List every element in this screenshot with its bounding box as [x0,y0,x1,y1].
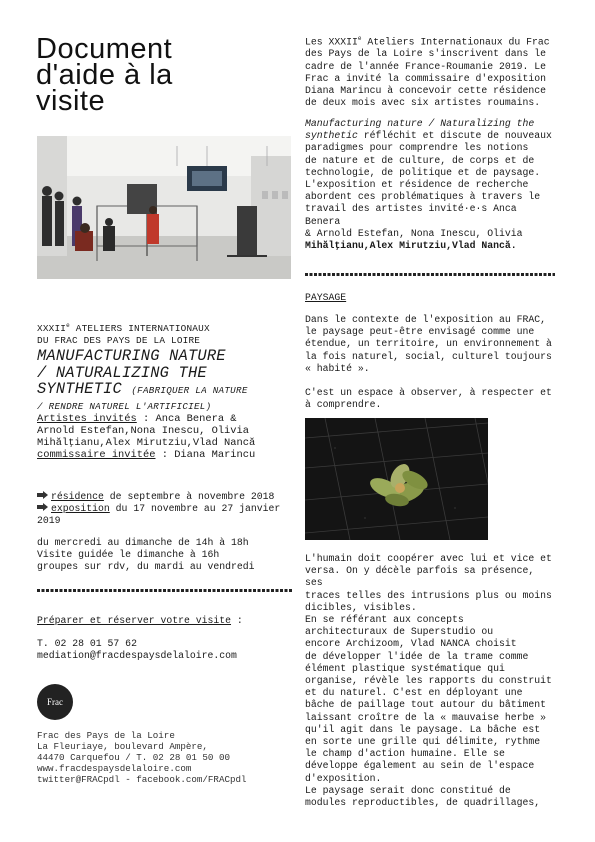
booking-phone: T. 02 28 01 57 62 [37,638,137,650]
exhibition-photo [37,136,291,279]
observe-paragraph: C'est un espace à observer, à respecter et à comprendre. [305,387,552,411]
title-line-1: Document [36,33,173,65]
concept-paragraph: Manufacturing nature / Naturalizing the synthetic réfléchit et discute de nouveaux paradigmes pour comprendre les notions de nature et de culture, de corps et de technologie, de politique et de paysage. L'exposition et résidence de recherche abordent ces problématiques à travers le travail des artistes invité·e·s Anca Benera & Arnold Estefan, Nona Inescu, Olivia Mihălţianu,Alex Mirutziu,Vlad Nancă. [305,118,552,252]
landscape-paragraph: Dans le contexte de l'exposition au FRAC, le paysage peut-être envisagé comme une étendue, un territoire, un environnement à la fois naturel, social, culturel toujours « habité ». [305,314,552,374]
ateliers-heading: XXXIIe ATELIERS INTERNATIONAUX DU FRAC DES PAYS DE LA LOIRE [37,320,293,347]
exhibition-title: MANUFACTURING NATURE / NATURALIZING THE SYNTHETIC (FABRIQUER LA NATURE / RENDRE NATUREL L'ARTIFICIEL) [37,348,293,414]
exhibition-subtitle-line-2: / RENDRE NATUREL L'ARTIFICIEL) [37,400,212,412]
dates-block [37,491,293,528]
ateliers-heading-line-2: DU FRAC DES PAYS DE LA LOIRE [37,335,201,347]
website-link[interactable]: www.fracdespaysdelaloire.com [37,763,192,774]
title-line-3: visite [36,85,106,117]
exposition-dates: exposition du 17 novembre au 27 janvier 2019 [37,503,281,527]
page-title [36,33,286,117]
opening-hours: du mercredi au dimanche de 14h à 18h Visite guidée le dimanche à 16h groupes sur rdv, du mardi au vendredi [37,537,255,573]
title-line-2: d'aide à la [36,59,173,91]
booking-email[interactable]: mediation@fracdespaysdelaloire.com [37,650,237,662]
section-title: PAYSAGE [305,292,347,303]
human-paragraph: L'humain doit coopérer avec lui et vice et versa. On y décèle parfois sa présence, ses traces telles des intrusions plus ou moins dicibles, visibles. En se référant aux concepts architecturaux de Superstudio ou encore Archizoom, Vlad NANCA choisit de développer l'idée de la trame comme élément plastique systématique qui organise, révèle les rapports du construit et du naturel. C'est en déployant une bâche de paillage tout autour du bâtiment laissant croître de la « mauvaise herbe » qu'il agit dans le paysage. La bâche est en sorte une grille qui délimite, rythme le champ d'action humaine. Elle se développe également au sein de l'espace d'exposition. Le paysage serait donc constitué de modules reproductibles, de quadrillages, [305,553,552,809]
arrow-right-icon [37,503,51,515]
arrow-right-icon [37,491,51,503]
plant-photo [305,418,488,540]
separator-left [37,580,293,598]
frac-logo: Frac [37,684,73,720]
booking-block: Préparer et réserver votre visite : T. 02 28 01 57 62 mediation@fracdespaysdelaloire.com [37,615,293,663]
intro-paragraph: Les XXXIIe Ateliers Internationaux du Frac des Pays de la Loire s'inscrivent dans le cadre de l'année France-Roumanie 2019. Le Frac a invité la commissaire d'exposition Diana Marincu à concevoir cette résidence de deux mois avec six artistes roumains. [305,35,550,109]
artists-label: Artistes invités [37,413,137,425]
social-links[interactable]: twitter@FRACpdl - facebook.com/FRACpdl [37,774,247,785]
artists-block: Artistes invités : Anca Benera & Arnold Estefan,Nona Inescu, Olivia Mihălţianu,Alex Mirutziu,Vlad Nancă commissaire invitée : Diana Marincu [37,413,256,461]
address-block: Frac des Pays de la Loire La Fleuriaye, boulevard Ampère, 44470 Carquefou / T. 02 28 01 50 00 www.fracdespaysdelaloire.com twitter@FRACpdl - facebook.com/FRACpdl [37,730,293,785]
exhibition-subtitle: (FABRIQUER LA NATURE [131,385,248,396]
separator-right [305,264,555,282]
curator-label: commissaire invitée [37,449,156,461]
residence-dates: résidence de septembre à novembre 2018 [37,491,293,503]
